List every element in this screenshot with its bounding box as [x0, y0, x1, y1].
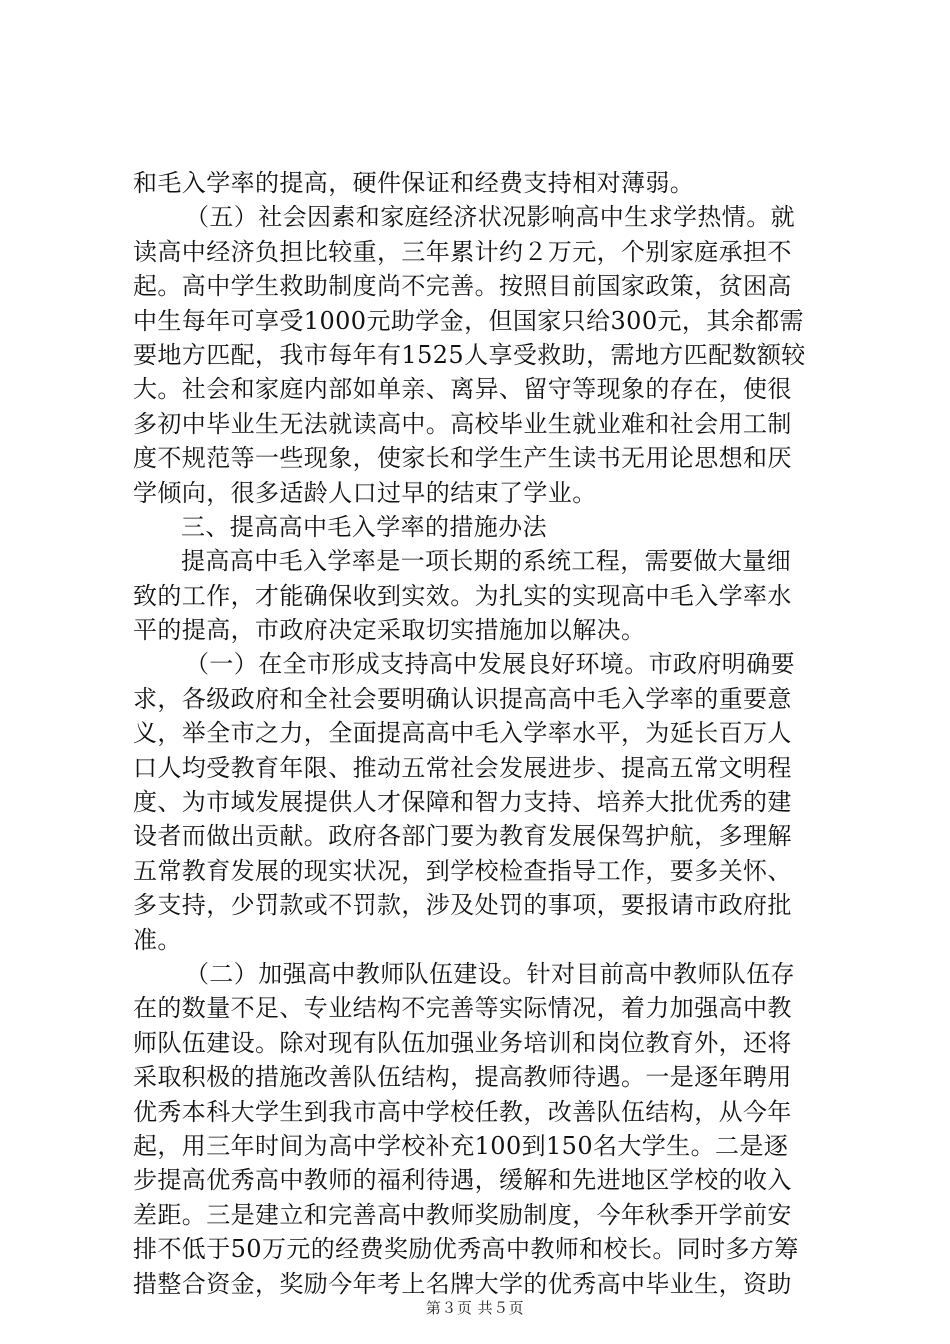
text-line: 措整合资金，奖励今年考上名牌大学的优秀高中毕业生，资助 — [133, 1269, 792, 1298]
text-line: 多支持，少罚款或不罚款，涉及处罚的事项，要报请市政府批 — [133, 891, 792, 920]
text-line: 多初中毕业生无法就读高中。高校毕业生就业难和社会用工制 — [133, 409, 792, 438]
text-line: 和毛入学率的提高，硬件保证和经费支持相对薄弱。 — [133, 169, 695, 197]
text-line: 设者而做出贡献。政府各部门要为教育发展保驾护航，多理解 — [133, 822, 792, 851]
text-line: 师队伍建设。除对现有队伍加强业务培训和岗位教育外，还将 — [133, 1028, 792, 1057]
text-line: 义，举全市之力，全面提高高中毛入学率水平，为延长百万人 — [133, 719, 792, 748]
text-line: 读高中经济负担比较重，三年累计约２万元，个别家庭承担不 — [133, 237, 792, 266]
text-line: 准。 — [133, 925, 182, 954]
text-line: 大。社会和家庭内部如单亲、离异、留守等现象的存在，使很 — [133, 375, 792, 404]
text-line: 在的数量不足、专业结构不完善等实际情况，着力加强高中教 — [133, 994, 792, 1023]
text-line: 五常教育发展的现实状况，到学校检查指导工作，要多关怀、 — [133, 856, 792, 885]
paragraph-heading-1: （一）在全市形成支持高中发展良好环境。市政府明确要 — [185, 650, 795, 679]
text-line: 平的提高，市政府决定采取切实措施加以解决。 — [133, 616, 646, 645]
text-line: 要地方匹配，我市每年有1525人享受救助，需地方匹配数额较 — [133, 340, 806, 369]
paragraph-heading-2: （二）加强高中教师队伍建设。针对目前高中教师队伍存 — [185, 959, 795, 988]
text-line: 步提高优秀高中教师的福利待遇，缓解和先进地区学校的收入 — [133, 1166, 792, 1195]
text-line: 采取积极的措施改善队伍结构，提高教师待遇。一是逐年聘用 — [133, 1063, 792, 1092]
text-line: 中生每年可享受1000元助学金，但国家只给300元，其余都需 — [133, 306, 804, 335]
text-line: 求，各级政府和全社会要明确认识提高高中毛入学率的重要意 — [133, 684, 792, 713]
text-line: 起，用三年时间为高中学校补充100到150名大学生。二是逐 — [133, 1131, 789, 1160]
text-line: 起。高中学生救助制度尚不完善。按照目前国家政策，贫困高 — [133, 272, 792, 301]
paragraph-heading-5: （五）社会因素和家庭经济状况影响高中生求学热情。就 — [185, 203, 795, 232]
text-line: 排不低于50万元的经费奖励优秀高中教师和校长。同时多方筹 — [133, 1235, 799, 1264]
text-line: 致的工作，才能确保收到实效。为扎实的实现高中毛入学率水 — [133, 581, 792, 610]
document-body — [133, 166, 823, 1301]
text-line: 优秀本科大学生到我市高中学校任教，改善队伍结构，从今年 — [133, 1097, 792, 1126]
page-number-footer: 第３页 共５页 — [425, 1299, 525, 1317]
text-line: 口人均受教育年限、推动五常社会发展进步、提高五常文明程 — [133, 753, 792, 782]
text-line: 提高高中毛入学率是一项长期的系统工程，需要做大量细 — [181, 547, 791, 576]
text-line: 度不规范等一些现象，使家长和学生产生读书无用论思想和厌 — [133, 444, 792, 473]
section-heading: 三、提高高中毛入学率的措施办法 — [181, 512, 547, 541]
text-line: 学倾向，很多适龄人口过早的结束了学业。 — [133, 478, 597, 507]
text-line: 度、为市域发展提供人才保障和智力支持、培养大批优秀的建 — [133, 788, 792, 817]
text-line: 差距。三是建立和完善高中教师奖励制度，今年秋季开学前安 — [133, 1200, 792, 1229]
